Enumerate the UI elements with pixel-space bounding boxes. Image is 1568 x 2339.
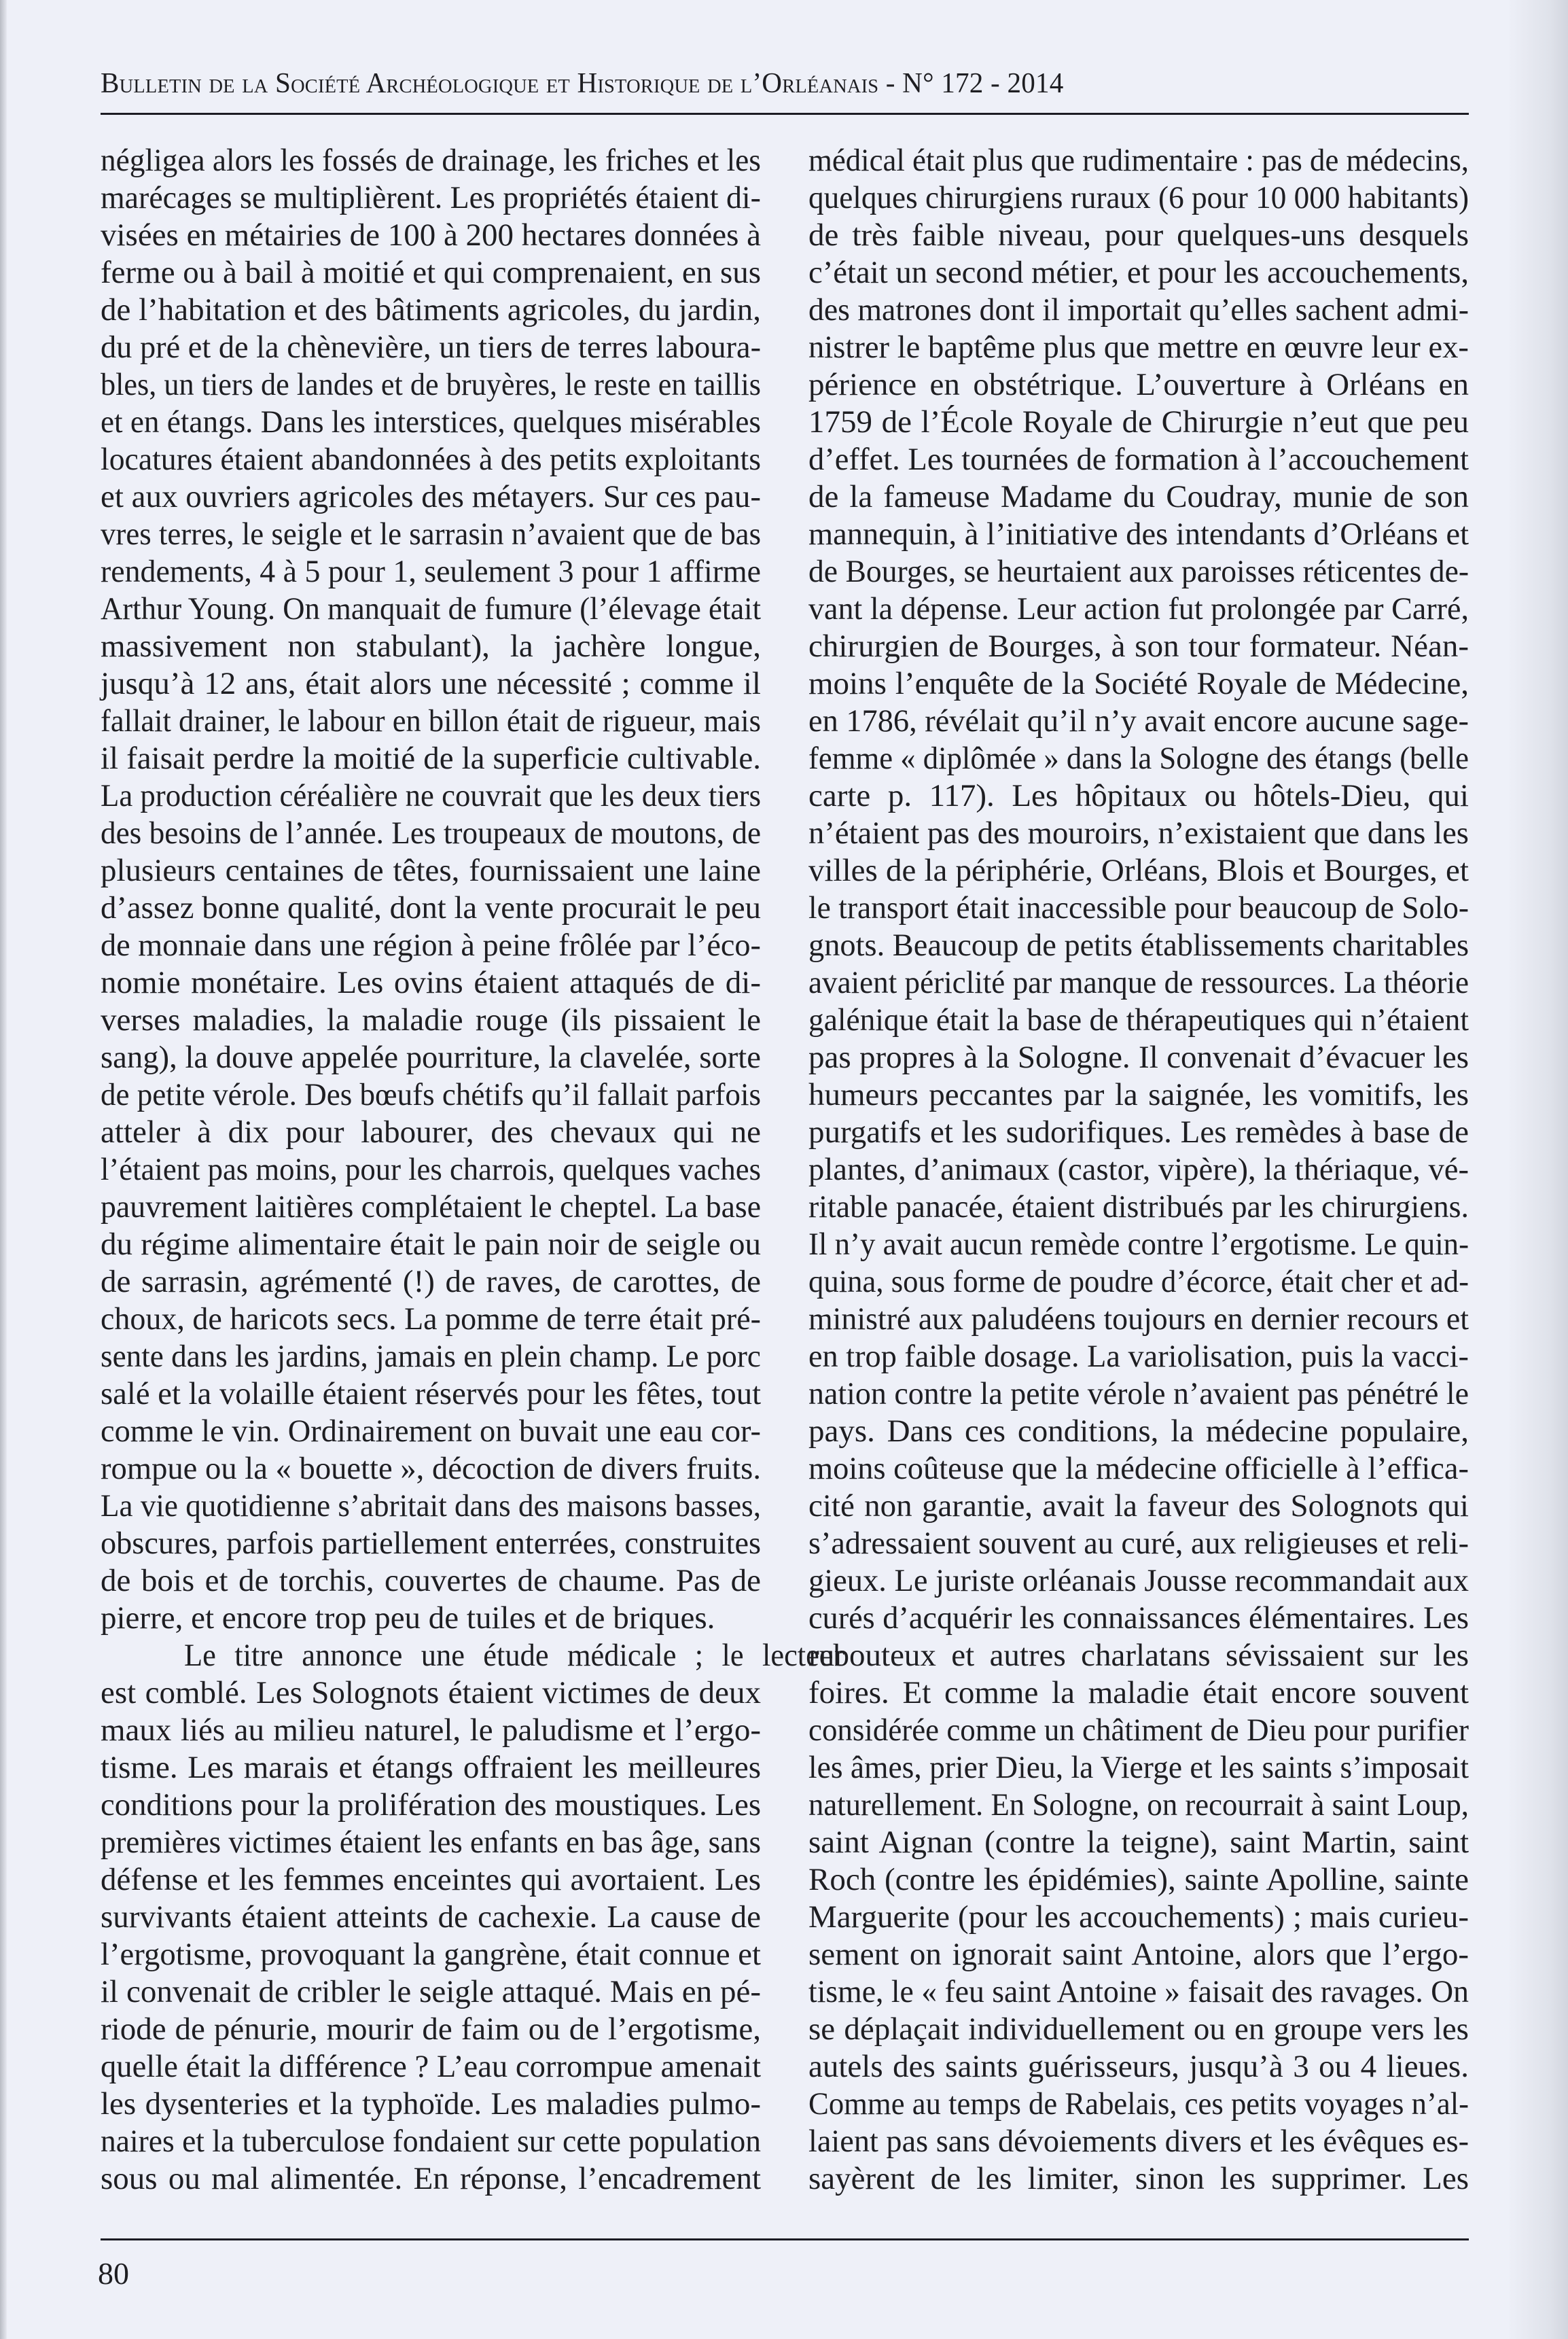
text-line: conditions pour la prolifération des moustiques. Les — [101, 1787, 762, 1823]
text-line: pierre, et encore trop peu de tuiles et de briques. — [101, 1600, 715, 1636]
text-line: choux, de haricots secs. La pomme de terre était pré- — [101, 1301, 761, 1337]
text-line: sous ou mal alimentée. En réponse, l’encadrement — [101, 2161, 762, 2196]
text-line: gieux. Le juriste orléanais Jousse recommandait aux — [808, 1563, 1469, 1598]
text-line: bles, un tiers de landes et de bruyères, le reste en taillis — [101, 367, 761, 402]
text-line: foires. Et comme la maladie était encore souvent — [808, 1675, 1469, 1710]
text-line: de monnaie dans une région à peine frôlée par l’éco- — [101, 928, 761, 963]
text-line: humeurs peccantes par la saignée, les vomitifs, les — [808, 1077, 1469, 1112]
text-line: La vie quotidienne s’abritait dans des maisons basses, — [101, 1488, 761, 1524]
page-edge-shadow-left — [0, 0, 7, 2339]
text-line: des matrones dont il importait qu’elles sachent admi- — [808, 292, 1469, 328]
header-rule — [101, 113, 1469, 115]
text-line: atteler à dix pour labourer, des chevaux qui ne — [101, 1114, 762, 1150]
text-line: survivants étaient atteints de cachexie. La cause de — [101, 1899, 761, 1935]
text-line: naturellement. En Sologne, on recourrait à saint Loup, — [808, 1787, 1469, 1823]
text-line: de Bourges, se heurtaient aux paroisses réticentes de- — [808, 554, 1469, 589]
page-number: 80 — [98, 2256, 129, 2291]
text-line: du régime alimentaire était le pain noir de seigle ou — [101, 1227, 762, 1262]
text-line: ministré aux paludéens toujours en dernier recours et — [808, 1301, 1469, 1337]
text-line: le transport était inaccessible pour beaucoup de Solo- — [808, 890, 1469, 926]
text-line: avaient périclité par manque de ressources. La théorie — [808, 965, 1469, 1000]
text-line: villes de la périphérie, Orléans, Blois et Bourges, et — [808, 853, 1469, 888]
text-line: verses maladies, la maladie rouge (ils pissaient le — [101, 1002, 762, 1038]
text-line: n’étaient pas des mouroirs, n’existaient que dans les — [808, 815, 1469, 851]
text-line: défense et les femmes enceintes qui avortaient. Les — [101, 1862, 761, 1897]
text-line: d’effet. Les tournées de formation à l’accouchement — [808, 442, 1469, 477]
text-line: vres terres, le seigle et le sarrasin n’avaient que de bas — [101, 516, 762, 552]
text-line: plantes, d’animaux (castor, vipère), la thériaque, vé- — [808, 1152, 1469, 1187]
text-line: moins coûteuse que la médecine officielle à l’effica- — [808, 1451, 1469, 1486]
text-line: naires et la tuberculose fondaient sur cette population — [101, 2124, 762, 2159]
text-line: l’ergotisme, provoquant la gangrène, était connue et — [101, 1937, 762, 1972]
text-line: carte p. 117). Les hôpitaux ou hôtels-Dieu, qui — [808, 778, 1469, 813]
text-line: et aux ouvriers agricoles des métayers. Sur ces pau- — [101, 479, 762, 514]
text-line: chirurgien de Bourges, à son tour formateur. Néan- — [808, 629, 1469, 664]
text-line: pas propres à la Sologne. Il convenait d’évacuer les — [808, 1040, 1469, 1075]
text-line: en 1786, révélait qu’il n’y avait encore aucune sage- — [808, 703, 1469, 739]
text-line: nomie monétaire. Les ovins étaient attaqués de di- — [101, 965, 762, 1000]
text-line: ferme ou à bail à moitié et qui comprenaient, en sus — [101, 255, 762, 290]
text-line: de la fameuse Madame du Coudray, munie de son — [808, 479, 1469, 514]
text-line: sement on ignorait saint Antoine, alors que l’ergo- — [808, 1937, 1469, 1972]
text-line: et en étangs. Dans les interstices, quelques misérables — [101, 404, 761, 440]
text-line: d’assez bonne qualité, dont la vente procurait le peu — [101, 890, 762, 926]
text-line: obscures, parfois partiellement enterrées, construites — [101, 1526, 762, 1561]
text-line: Le titre annonce une étude médicale ; le lecteur — [183, 1638, 844, 1673]
text-line: La production céréalière ne couvrait que les deux tiers — [101, 778, 762, 813]
text-line: nistrer le baptême plus que mettre en œuvre leur ex- — [808, 330, 1469, 365]
text-line: mannequin, à l’initiative des intendants d’Orléans et — [808, 516, 1469, 552]
text-line: les âmes, prier Dieu, la Vierge et les saints s’imposait — [808, 1750, 1469, 1785]
text-line: locatures étaient abandonnées à des petits exploitants — [101, 442, 762, 477]
text-line: pauvrement laitières complétaient le cheptel. La base — [101, 1189, 762, 1225]
text-line: de très faible niveau, pour quelques-uns desquels — [808, 217, 1469, 253]
text-line: premières victimes étaient les enfants en bas âge, sans — [101, 1825, 762, 1860]
text-line: de bois et de torchis, couvertes de chaume. Pas de — [101, 1563, 761, 1598]
text-line: c’était un second métier, et pour les accouchements, — [808, 255, 1469, 290]
text-line: pays. Dans ces conditions, la médecine populaire, — [808, 1413, 1469, 1449]
text-line: jusqu’à 12 ans, était alors une nécessité ; comme il — [101, 666, 761, 701]
text-line: nation contre la petite vérole n’avaient pas pénétré le — [808, 1376, 1469, 1411]
text-line: médical était plus que rudimentaire : pas de médecins, — [808, 143, 1469, 178]
text-line: de petite vérole. Des bœufs chétifs qu’il fallait parfois — [101, 1077, 762, 1112]
text-line: quelle était la différence ? L’eau corrompue amenait — [101, 2049, 762, 2084]
running-header: Bulletin de la Société Archéologique et Historique de l’Orléanais - N° 172 - 2014 — [101, 68, 1064, 99]
text-line: est comblé. Les Solognots étaient victimes de deux — [101, 1675, 762, 1710]
text-line: rompue ou la « bouette », décoction de divers fruits. — [101, 1451, 761, 1486]
text-line: plusieurs centaines de têtes, fournissaient une laine — [101, 853, 761, 888]
text-line: fallait drainer, le labour en billon était de rigueur, mais — [101, 703, 761, 739]
text-line: purgatifs et les sudorifiques. Les remèdes à base de — [808, 1114, 1469, 1150]
text-line: ritable panacée, étaient distribués par les chirurgiens. — [808, 1189, 1469, 1225]
text-line: quelques chirurgiens ruraux (6 pour 10 000 habitants) — [808, 180, 1469, 215]
text-line: des besoins de l’année. Les troupeaux de moutons, de — [101, 815, 762, 851]
text-line: se déplaçait individuellement ou en groupe vers les — [808, 2011, 1469, 2047]
text-line: autels des saints guérisseurs, jusqu’à 3 ou 4 lieues. — [808, 2049, 1469, 2084]
text-line: saint Aignan (contre la teigne), saint Martin, saint — [808, 1825, 1469, 1860]
text-line: salé et la volaille étaient réservés pour les fêtes, tout — [101, 1376, 762, 1411]
text-line: rebouteux et autres charlatans sévissaient sur les — [808, 1638, 1469, 1673]
text-line: quina, sous forme de poudre d’écorce, était cher et ad- — [808, 1264, 1469, 1299]
text-line: s’adressaient souvent au curé, aux religieuses et reli- — [808, 1526, 1469, 1561]
text-line: Arthur Young. On manquait de fumure (l’élevage était — [101, 591, 762, 627]
text-line: femme « diplômée » dans la Sologne des étangs (belle — [808, 741, 1469, 776]
text-column-right — [808, 142, 1469, 2198]
text-line: sente dans les jardins, jamais en plein champ. Le porc — [101, 1339, 761, 1374]
text-line: tisme, le « feu saint Antoine » faisait des ravages. On — [808, 1974, 1469, 2009]
text-line: en trop faible dosage. La variolisation, puis la vacci- — [808, 1339, 1469, 1374]
text-line: les dysenteries et la typhoïde. Les maladies pulmo- — [101, 2086, 761, 2122]
text-line: moins l’enquête de la Société Royale de Médecine, — [808, 666, 1469, 701]
text-line: visées en métairies de 100 à 200 hectares données à — [101, 217, 761, 253]
text-line: considérée comme un châtiment de Dieu pour purifier — [808, 1712, 1469, 1748]
text-line: tisme. Les marais et étangs offraient les meilleures — [101, 1750, 762, 1785]
text-line: galénique était la base de thérapeutiques qui n’étaient — [808, 1002, 1469, 1038]
text-line: massivement non stabulant), la jachère longue, — [101, 629, 761, 664]
text-line: Comme au temps de Rabelais, ces petits voyages n’al- — [808, 2086, 1469, 2122]
text-line: Roch (contre les épidémies), sainte Apolline, sainte — [808, 1862, 1469, 1897]
text-line: il faisait perdre la moitié de la superficie cultivable. — [101, 741, 761, 776]
text-line: sayèrent de les limiter, sinon les supprimer. Les — [808, 2161, 1469, 2196]
text-line: Marguerite (pour les accouchements) ; mais curieu- — [808, 1899, 1469, 1935]
text-line: comme le vin. Ordinairement on buvait une eau cor- — [101, 1413, 762, 1449]
text-line: périence en obstétrique. L’ouverture à Orléans en — [808, 367, 1469, 402]
text-line: de l’habitation et des bâtiments agricoles, du jardin, — [101, 292, 761, 328]
text-line: Il n’y avait aucun remède contre l’ergotisme. Le quin- — [808, 1227, 1469, 1262]
text-line: marécages se multiplièrent. Les propriétés étaient di- — [101, 180, 761, 215]
footer-rule — [101, 2238, 1469, 2240]
text-line: de sarrasin, agrémenté (!) de raves, de carottes, de — [101, 1264, 762, 1299]
text-line: négligea alors les fossés de drainage, les friches et les — [101, 143, 761, 178]
text-line: 1759 de l’École Royale de Chirurgie n’eut que peu — [808, 404, 1469, 440]
text-line: il convenait de cribler le seigle attaqué. Mais en pé- — [101, 1974, 762, 2009]
text-line: maux liés au milieu naturel, le paludisme et l’ergo- — [101, 1712, 762, 1748]
page-edge-shadow-right — [1507, 0, 1568, 2339]
text-column-left — [101, 142, 844, 2198]
text-line: sang), la douve appelée pourriture, la clavelée, sorte — [101, 1040, 761, 1075]
text-line: du pré et de la chènevière, un tiers de terres laboura- — [101, 330, 762, 365]
text-line: cité non garantie, avait la faveur des Solognots qui — [808, 1488, 1469, 1524]
text-line: curés d’acquérir les connaissances élémentaires. Les — [808, 1600, 1469, 1636]
text-line: l’étaient pas moins, pour les charrois, quelques vaches — [101, 1152, 761, 1187]
text-line: laient pas sans dévoiements divers et les évêques es- — [808, 2124, 1469, 2159]
text-line: riode de pénurie, mourir de faim ou de l’ergotisme, — [101, 2011, 762, 2047]
text-line: rendements, 4 à 5 pour 1, seulement 3 pour 1 affirme — [101, 554, 761, 589]
text-line: vant la dépense. Leur action fut prolongée par Carré, — [808, 591, 1469, 627]
text-line: gnots. Beaucoup de petits établissements charitables — [808, 928, 1469, 963]
